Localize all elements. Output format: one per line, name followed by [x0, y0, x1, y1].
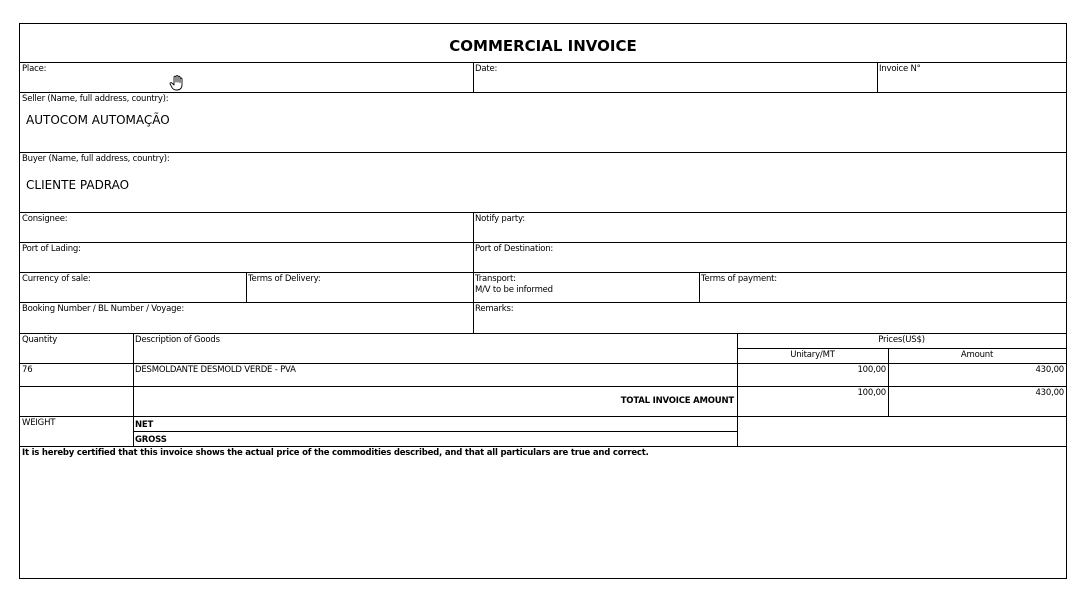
port-of-lading-label: Port of Lading: — [22, 244, 81, 254]
prices-header: Prices(US$) — [878, 335, 925, 345]
gross-label: GROSS — [135, 435, 167, 445]
divider — [20, 446, 1066, 447]
divider — [20, 302, 1066, 303]
divider — [473, 62, 474, 92]
divider — [20, 92, 1066, 93]
divider — [473, 212, 474, 333]
total-unitary: 100,00 — [857, 388, 886, 398]
invoice-number-label: Invoice N° — [879, 64, 921, 74]
row-amount: 430,00 — [1035, 365, 1064, 375]
seller-label: Seller (Name, full address, country): — [22, 94, 169, 104]
remarks-label: Remarks: — [475, 304, 514, 314]
divider — [133, 431, 737, 432]
row-description: DESMOLDANTE DESMOLD VERDE - PVA — [135, 365, 296, 375]
buyer-value: CLIENTE PADRAO — [26, 178, 130, 192]
divider — [133, 333, 134, 446]
consignee-label: Consignee: — [22, 214, 68, 224]
terms-of-payment-label: Terms of payment: — [701, 274, 777, 284]
buyer-label: Buyer (Name, full address, country): — [22, 154, 170, 164]
transport-value: M/V to be informed — [475, 285, 553, 295]
divider — [20, 386, 1066, 387]
net-label: NET — [135, 420, 154, 430]
hand-cursor-icon — [168, 74, 186, 92]
total-invoice-amount-label: TOTAL INVOICE AMOUNT — [620, 396, 734, 406]
description-header: Description of Goods — [135, 335, 220, 345]
divider — [877, 62, 878, 92]
page-title: COMMERCIAL INVOICE — [449, 37, 637, 55]
currency-label: Currency of sale: — [22, 274, 91, 284]
divider — [20, 272, 1066, 273]
terms-of-delivery-label: Terms of Delivery: — [248, 274, 321, 284]
divider — [20, 363, 1066, 364]
divider — [20, 152, 1066, 153]
divider — [20, 242, 1066, 243]
total-amount: 430,00 — [1035, 388, 1064, 398]
place-label: Place: — [22, 64, 47, 74]
date-label: Date: — [475, 64, 498, 74]
divider — [20, 416, 1066, 417]
divider — [699, 272, 700, 302]
invoice-form — [19, 23, 1067, 579]
row-unitary: 100,00 — [857, 365, 886, 375]
notify-party-label: Notify party: — [475, 214, 525, 224]
weight-label: WEIGHT — [22, 418, 56, 428]
unitary-header: Unitary/MT — [790, 350, 835, 360]
divider — [20, 62, 1066, 63]
seller-value: AUTOCOM AUTOMAÇÃO — [26, 113, 170, 127]
row-quantity: 76 — [22, 365, 33, 375]
certification-text: It is hereby certified that this invoice shows the actual price of the commodities described, and that all particulars are true and correct. — [22, 448, 649, 458]
divider — [246, 272, 247, 302]
port-of-destination-label: Port of Destination: — [475, 244, 554, 254]
divider — [20, 333, 1066, 334]
booking-label: Booking Number / BL Number / Voyage: — [22, 304, 184, 314]
quantity-header: Quantity — [22, 335, 58, 345]
divider — [737, 348, 1066, 349]
transport-label: Transport: — [475, 274, 516, 284]
divider — [20, 212, 1066, 213]
amount-header: Amount — [960, 350, 994, 360]
